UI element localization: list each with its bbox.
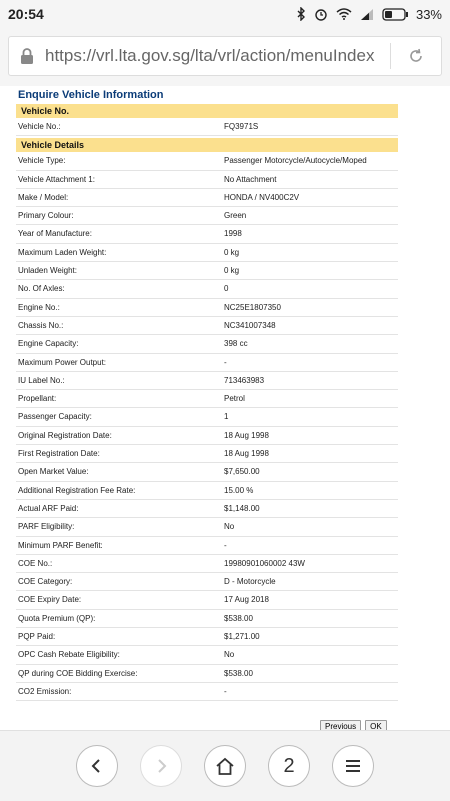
status-time: 20:54 [8,6,44,22]
section-vehicle-details: Vehicle Details [16,138,398,152]
row-label: Maximum Laden Weight: [18,247,107,257]
row-value: NC341007348 [224,320,276,330]
status-bar [0,0,450,28]
row-value: $1,148.00 [224,503,260,513]
row-value: 18 Aug 1998 [224,430,269,440]
table-row [16,463,398,481]
row-value: 19980901060002 43W [224,558,305,568]
ok-button[interactable]: OK [365,720,387,733]
row-label: Unladen Weight: [18,266,77,276]
address-bar[interactable] [8,36,442,76]
row-value: FQ3971S [224,122,259,131]
table-row [16,372,398,390]
row-value: - [224,686,227,696]
reload-icon[interactable] [391,48,441,64]
table-row [16,683,398,701]
status-icons [296,7,442,22]
row-value: 0 kg [224,266,240,276]
vehicle-info-page [16,86,398,701]
previous-button[interactable]: Previous [320,720,361,733]
table-row [16,299,398,317]
table-row [16,152,398,170]
vehicle-details-table [16,152,398,701]
table-row [16,244,398,262]
tab-count: 2 [283,754,295,777]
row-label: Chassis No.: [18,320,64,330]
row-label: Additional Registration Fee Rate: [18,485,136,495]
row-value: $538.00 [224,668,253,678]
row-value: 713463983 [224,375,265,385]
table-row [16,390,398,408]
signal-icon [360,8,374,20]
menu-button[interactable] [332,745,374,787]
row-value: $538.00 [224,613,253,623]
row-value: - [224,540,227,550]
table-row [16,354,398,372]
row-label: First Registration Date: [18,449,100,459]
row-value: 18 Aug 1998 [224,449,269,459]
row-label: CO2 Emission: [18,686,72,696]
menu-icon [345,759,361,773]
row-label: Open Market Value: [18,467,89,477]
lock-icon [9,48,45,64]
table-row [16,408,398,426]
row-label: Vehicle Type: [18,156,66,166]
row-label: COE No.: [18,558,53,568]
table-row [16,225,398,243]
row-label: OPC Cash Rebate Eligibility: [18,650,120,660]
row-value: D - Motorcycle [224,577,276,587]
row-value: Passenger Motorcycle/Autocycle/Moped [224,156,367,166]
table-row [16,335,398,353]
row-label: COE Expiry Date: [18,595,82,605]
row-label: Maximum Power Output: [18,357,107,367]
table-row [16,628,398,646]
table-row [16,610,398,628]
chevron-right-icon [154,759,168,773]
tabs-button[interactable] [268,745,310,787]
table-row [16,427,398,445]
row-label: Propellant: [18,394,57,404]
table-row [16,573,398,591]
row-label: IU Label No.: [18,375,65,385]
row-label: Engine No.: [18,302,60,312]
row-label: Minimum PARF Benefit: [18,540,103,550]
alarm-icon [314,7,328,21]
browser-toolbar [0,28,450,86]
row-label: Passenger Capacity: [18,412,92,422]
row-label: PARF Eligibility: [18,522,75,532]
row-value: 1998 [224,229,242,239]
row-label: No. Of Axles: [18,284,65,294]
table-row [16,591,398,609]
table-row [16,518,398,536]
row-value: 0 kg [224,247,240,257]
row-value: 17 Aug 2018 [224,595,269,605]
row-label: Engine Capacity: [18,339,79,349]
table-row [16,317,398,335]
table-row [16,445,398,463]
row-value: 398 cc [224,339,248,349]
row-label: Primary Colour: [18,211,74,221]
row-value: $1,271.00 [224,632,260,642]
row-value: 0 [224,284,229,294]
table-row [16,262,398,280]
table-row [16,118,398,136]
row-label: Vehicle Attachment 1: [18,174,95,184]
table-row [16,646,398,664]
wifi-icon [336,8,352,20]
row-value: HONDA / NV400C2V [224,192,300,202]
home-button[interactable] [204,745,246,787]
row-value: - [224,357,227,367]
home-icon [215,757,235,775]
table-row [16,171,398,189]
forward-button[interactable] [140,745,182,787]
row-label: Year of Manufacture: [18,229,92,239]
row-value: No Attachment [224,174,277,184]
row-label: Original Registration Date: [18,430,112,440]
row-value: Petrol [224,394,245,404]
row-label: Actual ARF Paid: [18,503,79,513]
table-row [16,555,398,573]
battery-icon [382,8,408,21]
row-value: No [224,650,235,660]
row-label: Make / Model: [18,192,69,202]
back-button[interactable] [76,745,118,787]
row-value: 15.00 % [224,485,254,495]
row-value: 1 [224,412,229,422]
table-row [16,280,398,298]
page-title: Enquire Vehicle Information [18,89,164,101]
url-text[interactable]: https://vrl.lta.gov.sg/lta/vrl/action/menuIndex [45,46,375,65]
browser-bottom-bar [0,730,450,801]
row-label: Vehicle No.: [18,122,61,131]
table-row [16,482,398,500]
row-value: No [224,522,235,532]
row-value: Green [224,211,247,221]
section-vehicle-no: Vehicle No. [16,104,398,118]
table-row [16,207,398,225]
table-row [16,665,398,683]
bluetooth-icon [296,7,306,21]
row-value: NC25E1807350 [224,302,281,312]
chevron-left-icon [90,759,104,773]
table-row [16,500,398,518]
row-label: QP during COE Bidding Exercise: [18,668,138,678]
row-value: $7,650.00 [224,467,260,477]
table-row [16,189,398,207]
row-label: PQP Paid: [18,632,56,642]
row-label: Quota Premium (QP): [18,613,96,623]
battery-percent: 33% [415,6,442,22]
row-label: COE Category: [18,577,73,587]
table-row [16,537,398,555]
